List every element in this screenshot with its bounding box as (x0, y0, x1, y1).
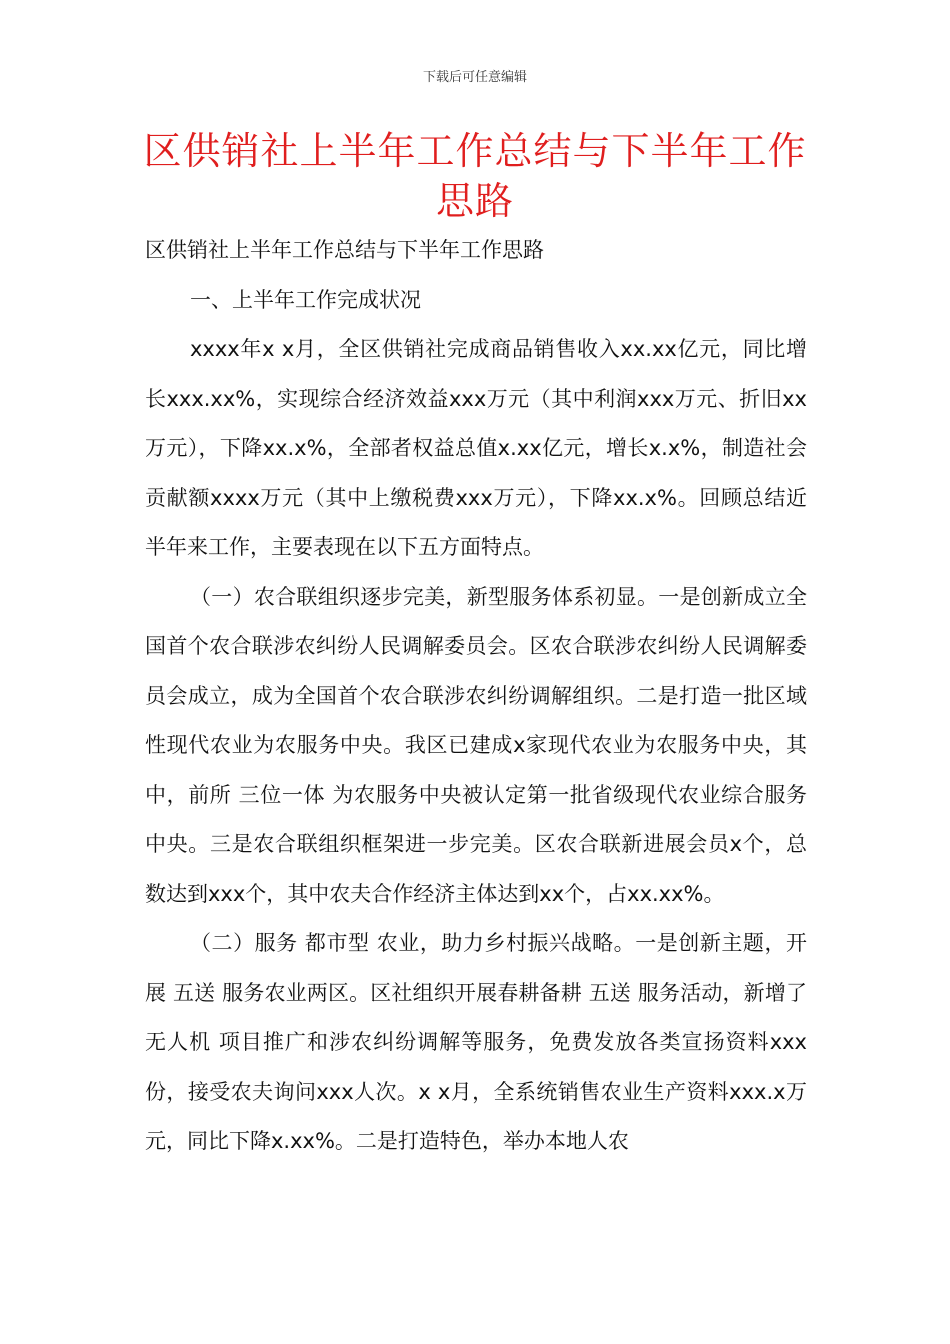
body-subtitle: 区供销社上半年工作总结与下半年工作思路 (145, 238, 544, 262)
section-heading: 一、上半年工作完成状况 (190, 287, 421, 312)
document-body (145, 226, 807, 1167)
body-paragraph: xxxx年x x月，全区供销社完成商品销售收入xx.xx亿元，同比增长xxx.xx%，实现综合经济效益xxx万元（其中利润xxx万元、折旧xx万元），下降xx.x%，全部者权益总值x.xx亿元，增长x.x%，制造社会贡献额xxxx万元（其中上缴税费xxx万元），下降xx.x%。回顾总结近半年来工作，主要表现在以下五方面特点。 (145, 337, 807, 559)
header-note: 下载后可任意编辑 (422, 70, 527, 85)
body-paragraph: （一）农合联组织逐步完美，新型服务体系初显。一是创新成立全国首个农合联涉农纠纷人民调解委员会。区农合联涉农纠纷人民调解委员会成立，成为全国首个农合联涉农纠纷调解组织。二是打造一批区域性现代农业为农服务中央。我区已建成x家现代农业为农服务中央，其中，前所 三位一体 为农服务中央被认定第一批省级现代农业综合服务中央。三是农合联组织框架进一步完美。区农合联新进展会员x个，总数达到xxx个，其中农夫合作经济主体达到xx个，占xx.xx%。 (145, 584, 807, 906)
body-paragraph: （二）服务 都市型 农业，助力乡村振兴战略。一是创新主题，开展 五送 服务农业两区。区社组织开展春耕备耕 五送 服务活动，新增了 无人机 项目推广和涉农纠纷调解等服务，免费发放各类宣扬资料xxx份，接受农夫询问xxx人次。x x月，全系统销售农业生产资料xxx.x万元，同比下降x.xx%。二是打造特色，举办本地人农 (145, 931, 807, 1153)
document-title: 区供销社上半年工作总结与下半年工作思路 (143, 129, 807, 223)
